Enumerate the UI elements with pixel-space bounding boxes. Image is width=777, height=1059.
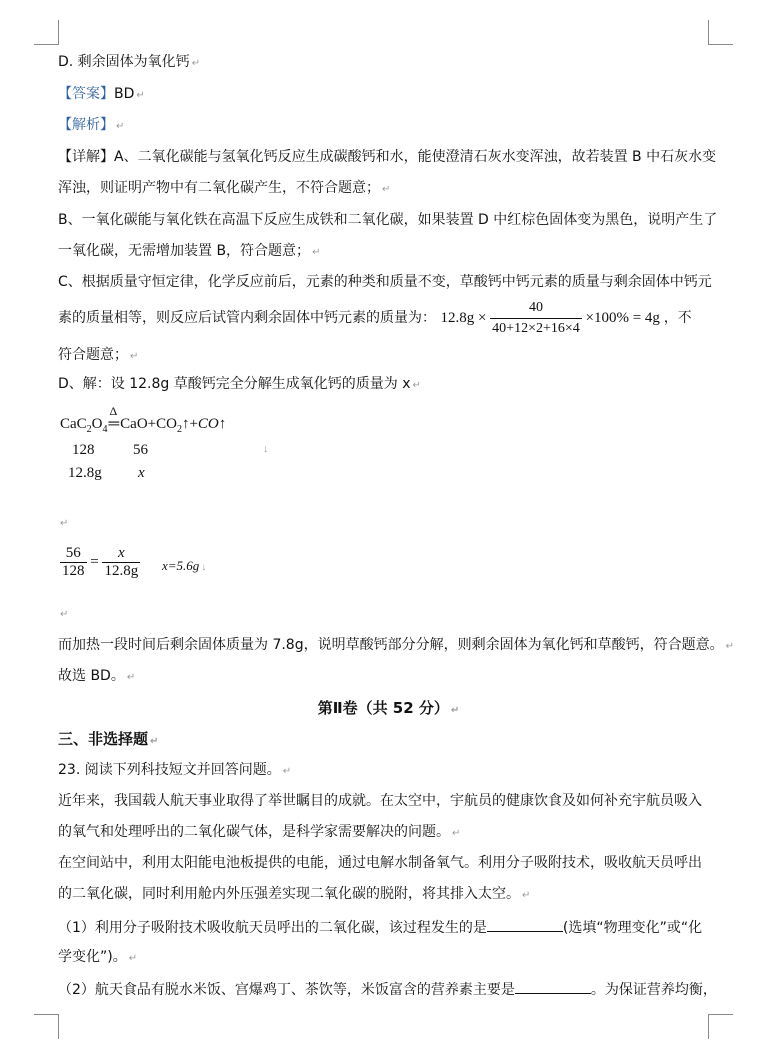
answer-blank-1[interactable] — [487, 917, 563, 932]
para1-line-1: 近年来，我国载人航天事业取得了举世瞩目的成就。在太空中，宇航员的健康饮食及如何补充宇航员吸入 — [58, 793, 702, 809]
unknown-mass: x — [138, 465, 145, 481]
q23-title: 23. 阅读下列科技短文并回答问题。 ↵ — [58, 762, 292, 778]
mass-formula: 12.8g × $\frac{40}{40+12\times 2+16\times 4}$ ×100% = 4g — [440, 310, 663, 326]
detail-line-1: 【详解】A、二氧化碳能与氢氧化钙反应生成碳酸钙和水，能使澄清石灰水变浑浊，故若装置 B 中石灰水变 — [58, 149, 717, 165]
conclusion-line: 而加热一段时间后剩余固体质量为 7.8g，说明草酸钙部分分解，则剩余固体为氧化钙和草酸钙，符合题意。 ↵ — [58, 637, 734, 653]
page-corner-mark — [34, 1014, 59, 1039]
para2-line-1: 在空间站中，利用太阳能电池板提供的电能，通过电解水制备氧气。利用分子吸附技术，吸收航天员呼出 — [58, 855, 702, 871]
b-line-2: 一氧化碳，无需增加装置 B，符合题意； ↵ — [58, 243, 321, 259]
answer-label: 【答案】 — [58, 86, 114, 102]
answer-line: 【答案】BD ↵ — [58, 86, 145, 102]
d-line: D、解：设 12.8g 草酸钙完全分解生成氧化钙的质量为 x ↵ — [58, 376, 421, 392]
ratio-equation: $\frac{56}{128}$ = $\frac{x}{12.8g}$ — [62, 545, 139, 579]
c-line-2: 素的质量相等，则反应后试管内剩余固体中钙元素的质量为： 12.8g × $\frac{40}{40+12\times 2+16\times 4}$ ×100% = 4g ，不 — [58, 298, 692, 339]
chemical-equation: $CaC_2O_4$ Δ $═CaO+CO_2↑+CO↑$ — [60, 404, 227, 435]
option-d: D. 剩余固体为氧化钙 ↵ — [58, 54, 201, 70]
part-title: 三、非选择题 ↵ — [58, 730, 159, 748]
empty-paragraph: ↵ — [60, 609, 69, 620]
empty-paragraph: ↵ — [60, 518, 69, 529]
para2-line-2: 的二氧化碳，同时利用舱内外压强差实现二氧化碳的脱附，将其排入太空。 ↵ — [58, 886, 531, 902]
section-title: 第Ⅱ卷（共 52 分） ↵ — [317, 699, 460, 717]
question-2-line: （2）航天食品有脱水米饭、宫爆鸡丁、茶饮等，米饭富含的营养素主要是 。为保证营养均衡， — [58, 979, 717, 999]
question-1-line-1: （1）利用分子吸附技术吸收航天员呼出的二氧化碳，该过程发生的是 (选填“物理变化”或“化 — [58, 917, 702, 937]
analysis-label: 【解析】 ↵ — [58, 117, 125, 133]
detail-line-2: 浑浊，则证明产物中有二氧化碳产生，不符合题意； ↵ — [58, 180, 391, 196]
page-corner-mark — [708, 20, 733, 45]
page-corner-mark — [34, 20, 59, 45]
page-corner-mark — [708, 1014, 733, 1039]
b-line-1: B、一氧化碳能与氧化铁在高温下反应生成铁和二氧化碳，如果装置 D 中红棕色固体变为黑色，说明产生了 — [58, 212, 718, 228]
question-1-line-2: 学变化”)。 ↵ — [58, 949, 138, 965]
answer-value: BD — [114, 86, 135, 102]
answer-blank-2[interactable] — [515, 979, 591, 994]
c-line-3: 符合题意； ↵ — [58, 347, 139, 363]
molar-mass-1: 128 — [72, 442, 95, 458]
choose-line: 故选 BD。 ↵ — [58, 668, 136, 684]
c-line-1: C、根据质量守恒定律，化学反应前后，元素的种类和质量不变，草酸钙中钙元素的质量与剩余固体中钙元 — [58, 274, 712, 290]
para1-line-2: 的氧气和处理呼出的二氧化碳气体，是科学家需要解决的问题。 ↵ — [58, 824, 461, 840]
ratio-result: x=5.6g ↓ — [162, 558, 207, 573]
line-mark: ↓ — [263, 443, 269, 455]
given-mass: 12.8g — [68, 465, 102, 481]
molar-mass-2: 56 — [133, 442, 148, 458]
